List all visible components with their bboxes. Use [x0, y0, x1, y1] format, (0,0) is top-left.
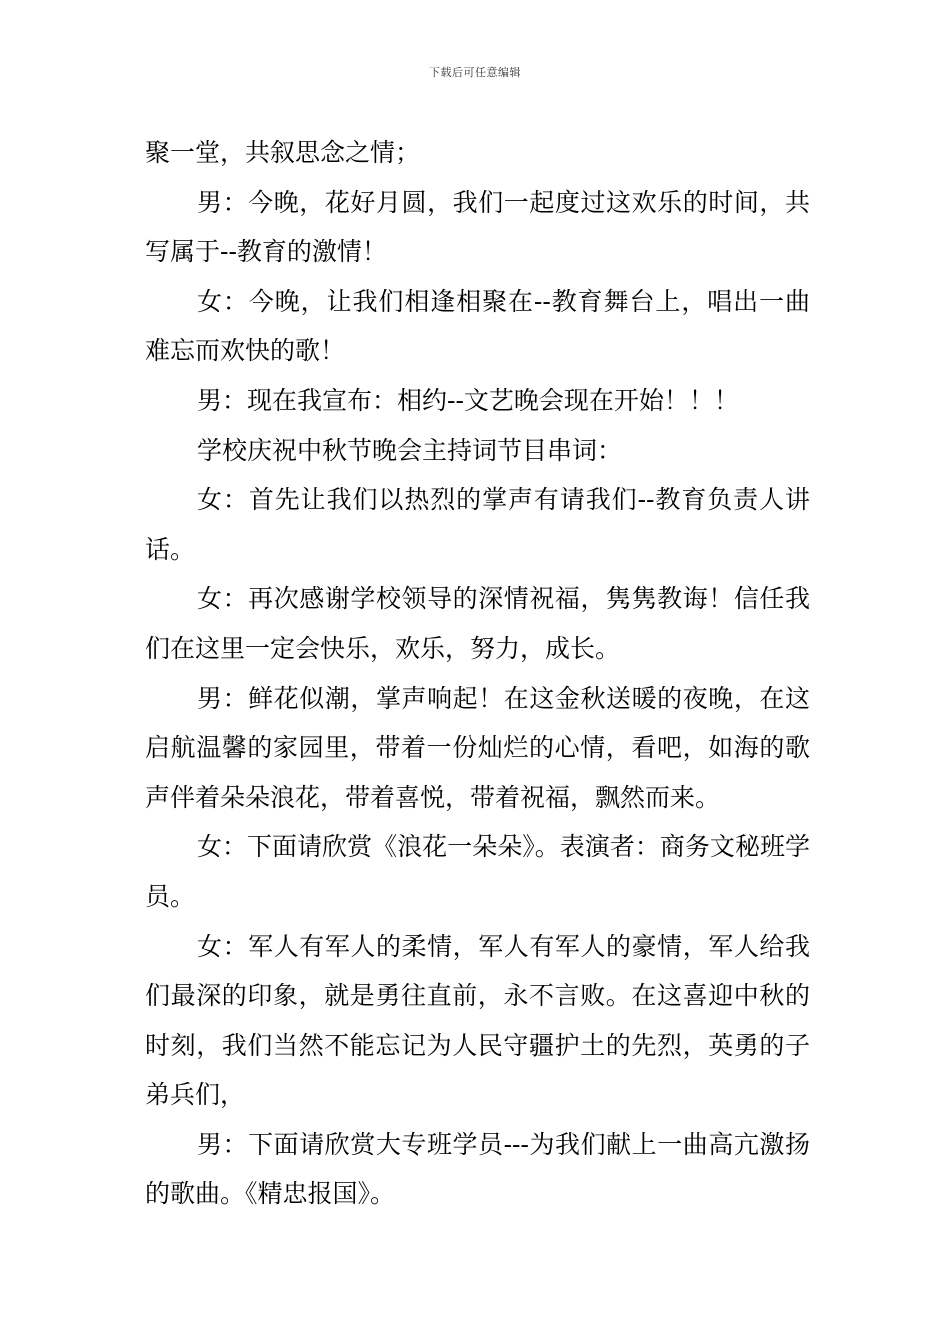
paragraph: 男：下面请欣赏大专班学员---为我们献上一曲高亢激扬的歌曲。《精忠报国》。 [145, 1129, 810, 1209]
paragraph: 男：现在我宣布：相约--文艺晚会现在开始！！！ [197, 385, 739, 415]
paragraph: 女：今晚，让我们相逢相聚在--教育舞台上，唱出一曲难忘而欢快的歌！ [145, 286, 810, 366]
paragraph: 男：今晚，花好月圆，我们一起度过这欢乐的时间，共写属于--教育的激情！ [145, 187, 810, 267]
document-body [145, 128, 810, 1219]
paragraph: 女：军人有军人的柔情，军人有军人的豪情，军人给我们最深的印象，就是勇往直前，永不言败。在这喜迎中秋的时刻，我们当然不能忘记为人民守疆护土的先烈，英勇的子弟兵们， [145, 931, 810, 1110]
paragraph: 聚一堂，共叙思念之情； [145, 138, 421, 167]
page-header: 下载后可任意编辑 [429, 66, 521, 79]
paragraph: 女：再次感谢学校领导的深情祝福，隽隽教诲！信任我们在这里一定会快乐，欢乐，努力，成长。 [145, 584, 810, 663]
paragraph: 学校庆祝中秋节晚会主持词节目串词： [197, 435, 623, 465]
paragraph: 女：首先让我们以热烈的掌声有请我们--教育负责人讲话。 [145, 485, 810, 564]
paragraph: 男：鲜花似潮，掌声响起！在这金秋送暖的夜晚，在这启航温馨的家园里，带着一份灿烂的心情，看吧，如海的歌声伴着朵朵浪花，带着喜悦，带着祝福，飘然而来。 [145, 683, 810, 812]
paragraph: 女：下面请欣赏《浪花一朵朵》。表演者：商务文秘班学员。 [145, 832, 810, 911]
